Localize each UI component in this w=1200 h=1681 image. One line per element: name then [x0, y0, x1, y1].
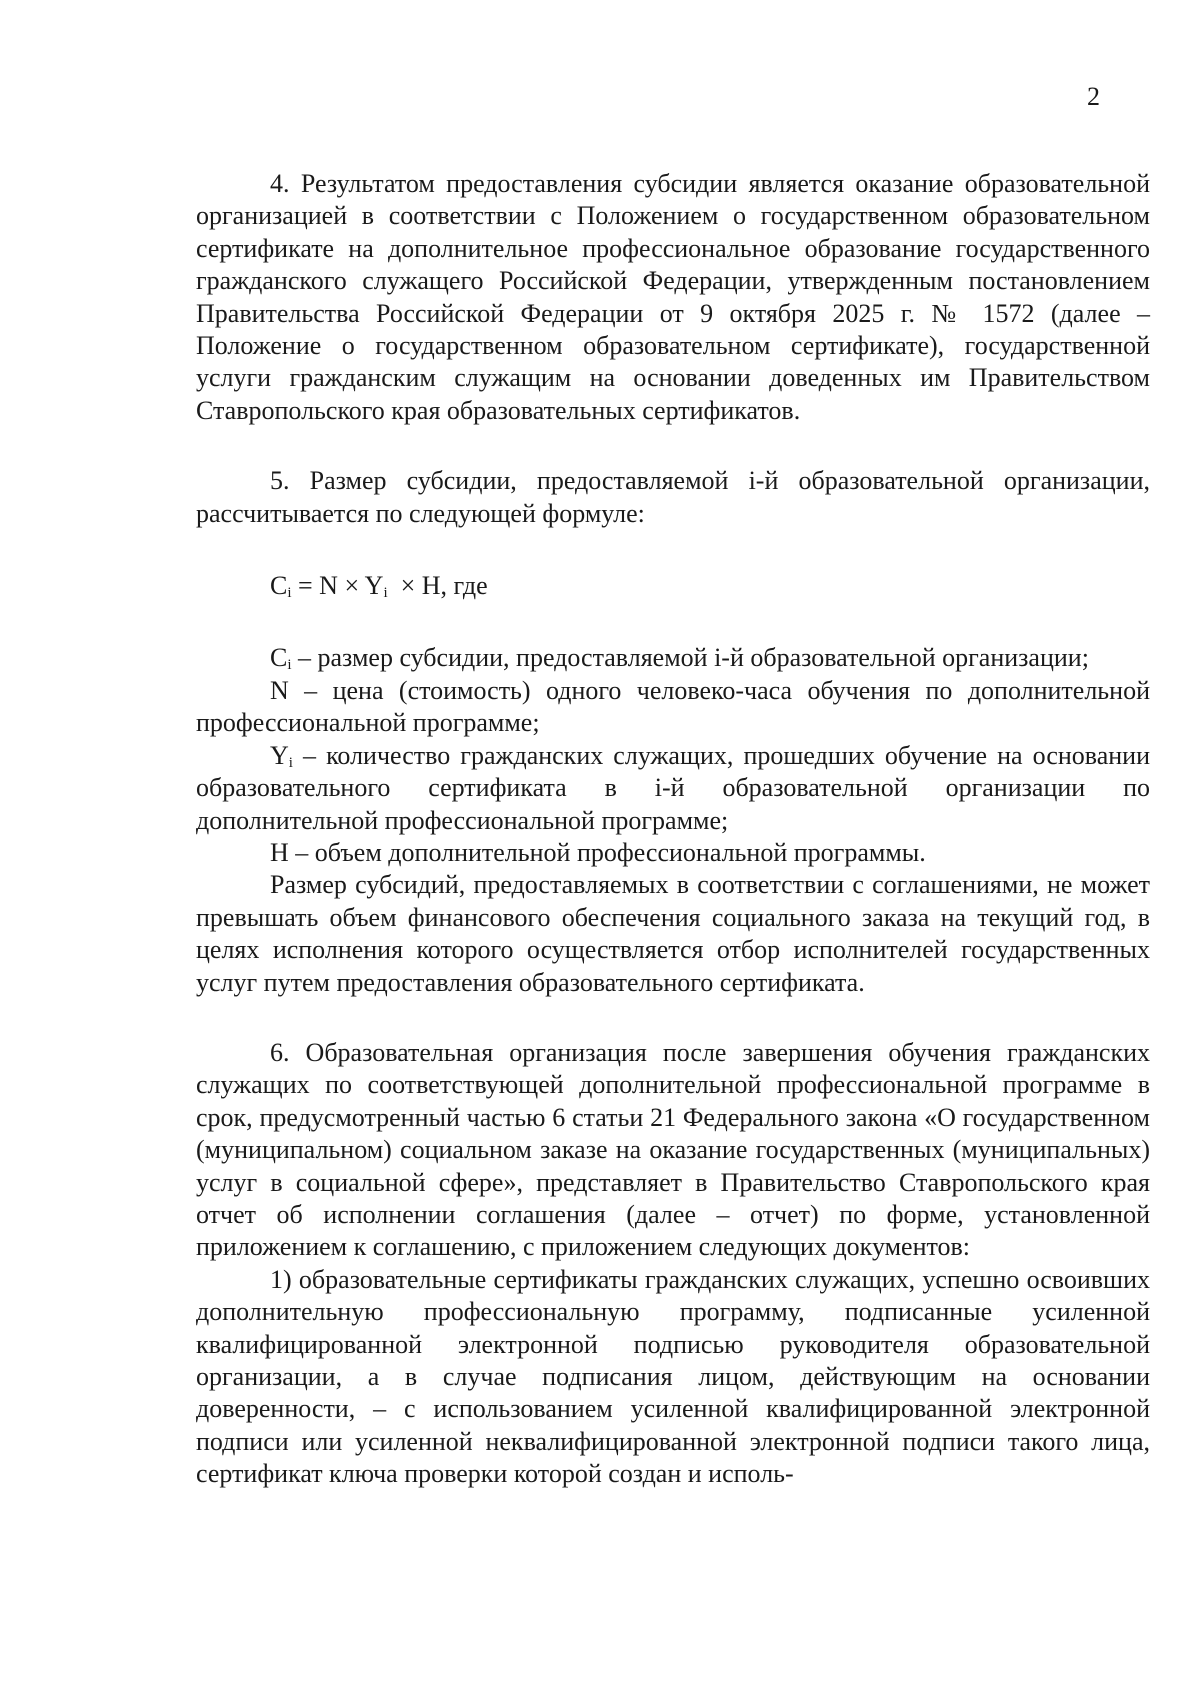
paragraph-6: 6. Образовательная организация после завершения обучения гражданских служащих по соответствующей дополнительной профессиональной программе в срок, предусмотренный частью 6 статьи 21 Федерального закона «О государственном (муниципальном) социальном заказе на оказание государственных (муниципальных) услуг в социальной сфере», представляет в Правительство Ставропольского края отчет об исполнении соглашения (далее – отчет) по форме, установленной приложением к соглашению, с приложением следующих документов:	[196, 1037, 1150, 1262]
formula-gap	[196, 602, 1150, 642]
subsidy-formula	[196, 570, 1150, 602]
paragraph-6-item-1: 1) образовательные сертификаты гражданских служащих, успешно освоивших дополнительную профессиональную программу, подписанные усиленной квалифицированной электронной подписью руководителя образовательной организации, а в случае подписания лицом, действующим на основании доверенности, – с использованием усиленной квалифицированной электронной подписи или усиленной неквалифицированной электронной подписи такого лица, сертификат ключа проверки которой создан и исполь-	[196, 1264, 1150, 1489]
formula-y-subscript: i	[383, 585, 388, 602]
paragraph-gap	[196, 999, 1150, 1037]
definition-y-text: – количество гражданских служащих, прошедших обучение на основании образовательного сертификата в i-й образовательной организации по дополнительной профессиональной программе;	[196, 740, 1150, 835]
formula-gap	[196, 530, 1150, 570]
paragraph-5: 5. Размер субсидии, предоставляемой i-й образовательной организации, рассчитывается по следующей формуле:	[196, 466, 1150, 528]
definition-y-subscript: i	[288, 754, 293, 771]
document-body	[196, 168, 1150, 1491]
paragraph-gap	[196, 427, 1150, 465]
definition-c	[196, 642, 1150, 674]
definition-y-symbol: Y	[270, 740, 289, 770]
definition-c-symbol: C	[270, 643, 288, 673]
definition-h: Н – объем дополнительной профессиональной программы.	[270, 837, 926, 867]
formula-lhs: C	[270, 571, 288, 601]
formula-middle: = N × Y	[291, 571, 384, 601]
paragraph-4: 4. Результатом предоставления субсидии является оказание образовательной организацией в соответствии с Положением о государственном образовательном сертификате на дополнительное профессиональное образование государственного гражданского служащего Российской Федерации, утвержденным постановлением Правительства Российской Федерации от 9 октября 2025 г. № 1572 (далее – Положение о государственном образовательном сертификате), государственной услуги гражданским служащим на основании доведенных им Правительством Ставропольского края образовательных сертификатов.	[196, 169, 1150, 425]
subsidy-limit-paragraph: Размер субсидий, предоставляемых в соответствии с соглашениями, не может превышать объем финансового обеспечения социального заказа на текущий год, в целях исполнения которого осуществляется отбор исполнителей государственных услуг путем предоставления образовательного сертификата.	[196, 870, 1150, 997]
definition-c-subscript: i	[287, 657, 292, 674]
definition-y	[196, 740, 1150, 837]
page-number: 2	[1087, 82, 1100, 111]
formula-lhs-subscript: i	[287, 585, 292, 602]
definition-n: N – цена (стоимость) одного человеко-часа обучения по дополнительной профессиональной программе;	[196, 675, 1150, 738]
definition-c-text: – размер субсидии, предоставляемой i-й образовательной организации;	[291, 643, 1089, 673]
formula-rhs: × Н, где	[387, 571, 488, 601]
